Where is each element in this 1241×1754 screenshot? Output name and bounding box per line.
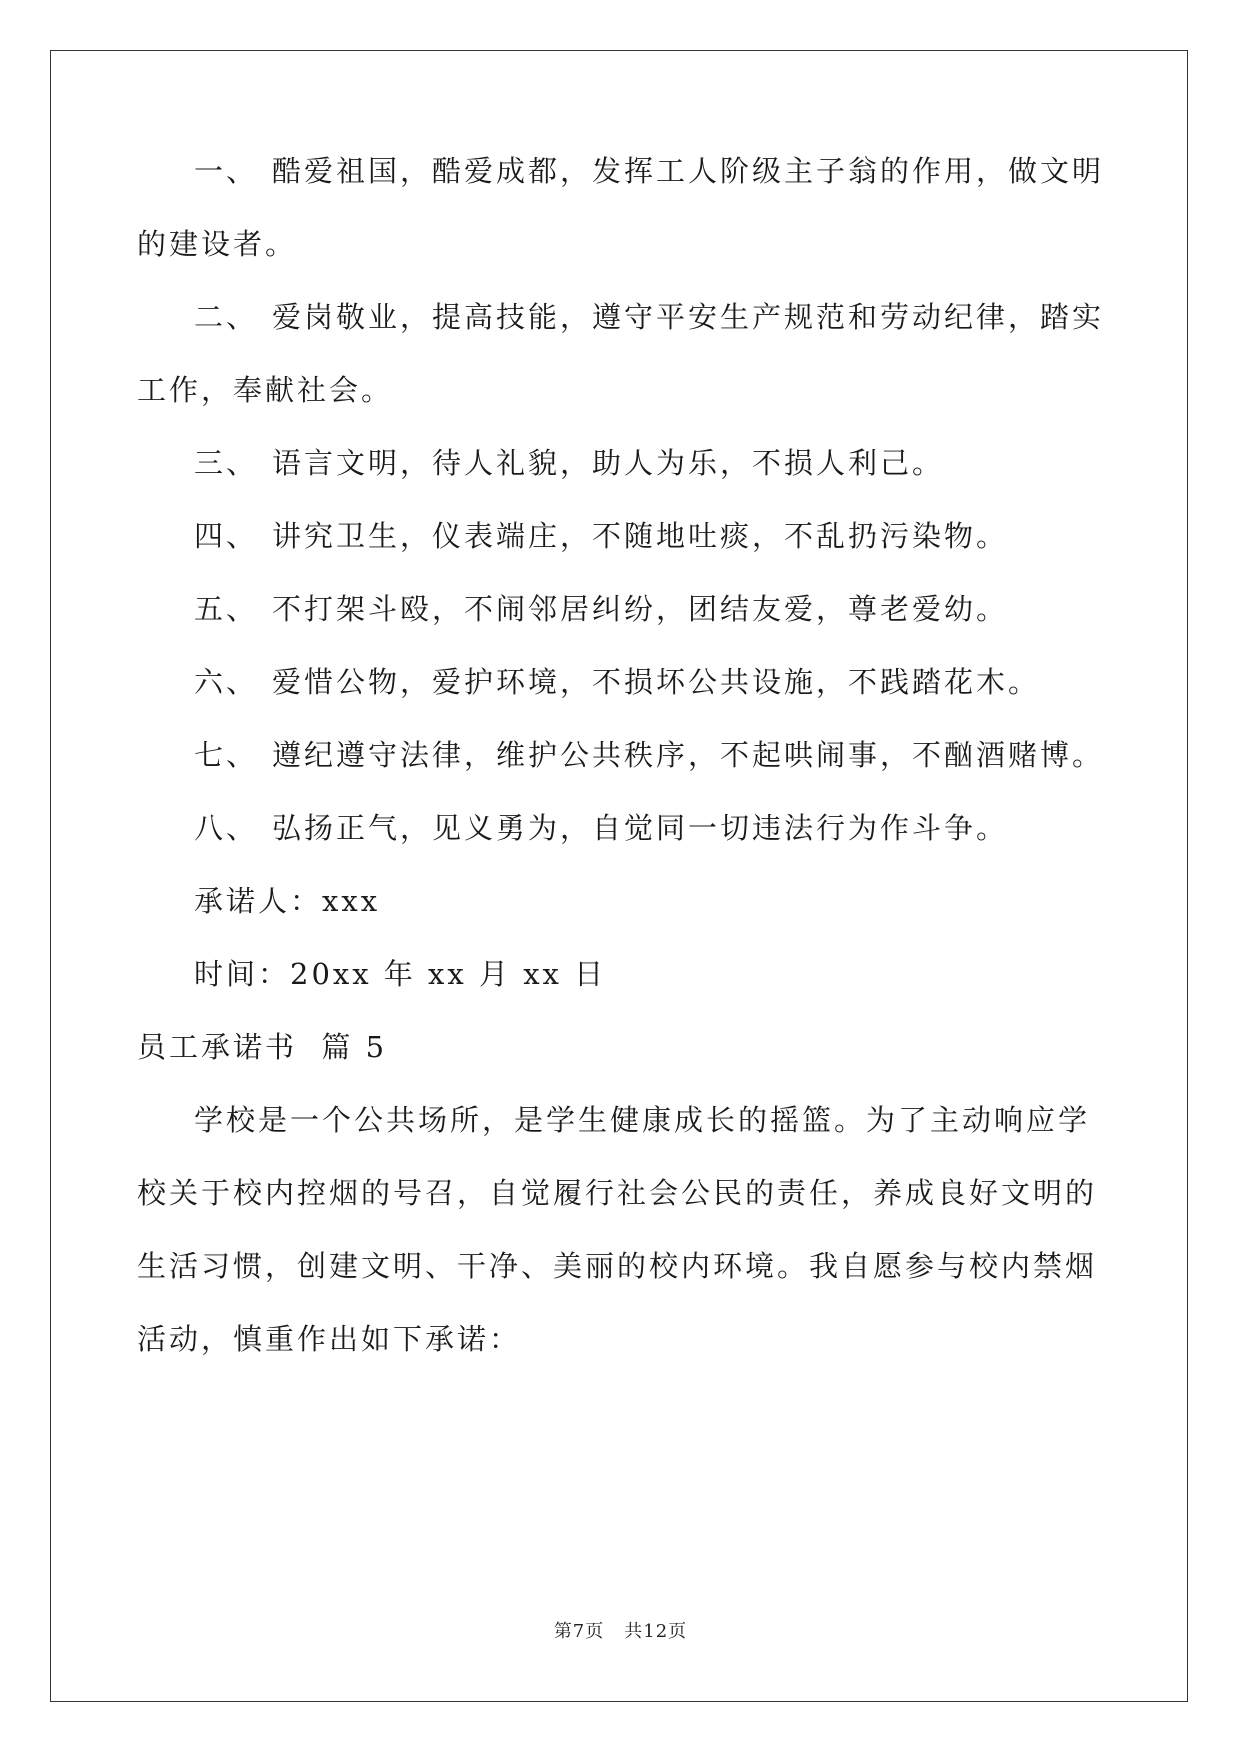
- item-2-continuation: 工作，奉献社会。: [137, 373, 394, 407]
- item-3-number: 三、: [194, 446, 259, 480]
- paragraph-line-1: 学校是一个公共场所，是学生健康成长的摇篮。为了主动响应学: [194, 1103, 1091, 1137]
- item-6-text: 爱惜公物，爱护环境，不损坏公共设施，不践踏花木。: [272, 665, 1041, 699]
- item-4: [194, 518, 1008, 554]
- item-3-text: 语言文明，待人礼貌，助人为乐，不损人利己。: [272, 446, 945, 480]
- section-title: 员工承诺书 篇 5: [137, 1030, 388, 1064]
- item-5-number: 五、: [194, 592, 259, 626]
- page-number: 第7页: [553, 1621, 605, 1642]
- item-7-number: 七、: [194, 738, 259, 772]
- item-7-text: 遵纪遵守法律，维护公共秩序，不起哄闹事，不酗酒赌博。: [272, 738, 1105, 772]
- item-6-number: 六、: [194, 665, 259, 699]
- paragraph-line-4: 活动，慎重作出如下承诺：: [137, 1322, 522, 1356]
- item-5: [194, 591, 1008, 627]
- item-8-number: 八、: [194, 811, 259, 845]
- item-2-number: 二、: [194, 300, 259, 334]
- item-1-continuation: 的建设者。: [137, 227, 298, 261]
- item-2-text: 爱岗敬业，提高技能，遵守平安生产规范和劳动纪律，踏实: [272, 300, 1105, 334]
- item-6: [194, 664, 1040, 700]
- item-1: [194, 153, 1104, 189]
- paragraph-line-2: 校关于校内控烟的号召，自觉履行社会公民的责任，养成良好文明的: [137, 1176, 1098, 1210]
- item-5-text: 不打架斗殴，不闹邻居纠纷，团结友爱，尊老爱幼。: [272, 592, 1009, 626]
- signer-line: 承诺人：xxx: [194, 884, 381, 918]
- date-line: 时间：20xx 年 xx 月 xx 日: [194, 957, 607, 991]
- item-3: [194, 445, 944, 481]
- item-7: [194, 737, 1104, 773]
- item-4-number: 四、: [194, 519, 259, 553]
- page-total: 共12页: [624, 1621, 688, 1642]
- item-1-text: 酷爱祖国，酷爱成都，发挥工人阶级主子翁的作用，做文明: [272, 154, 1105, 188]
- page-footer: [0, 1617, 1241, 1643]
- page-border: [50, 50, 1188, 1702]
- item-2: [194, 299, 1104, 335]
- item-8: [194, 810, 1008, 846]
- item-8-text: 弘扬正气，见义勇为，自觉同一切违法行为作斗争。: [272, 811, 1009, 845]
- paragraph-line-3: 生活习惯，创建文明、干净、美丽的校内环境。我自愿参与校内禁烟: [137, 1249, 1098, 1283]
- item-4-text: 讲究卫生，仪表端庄，不随地吐痰，不乱扔污染物。: [272, 519, 1009, 553]
- item-1-number: 一、: [194, 154, 259, 188]
